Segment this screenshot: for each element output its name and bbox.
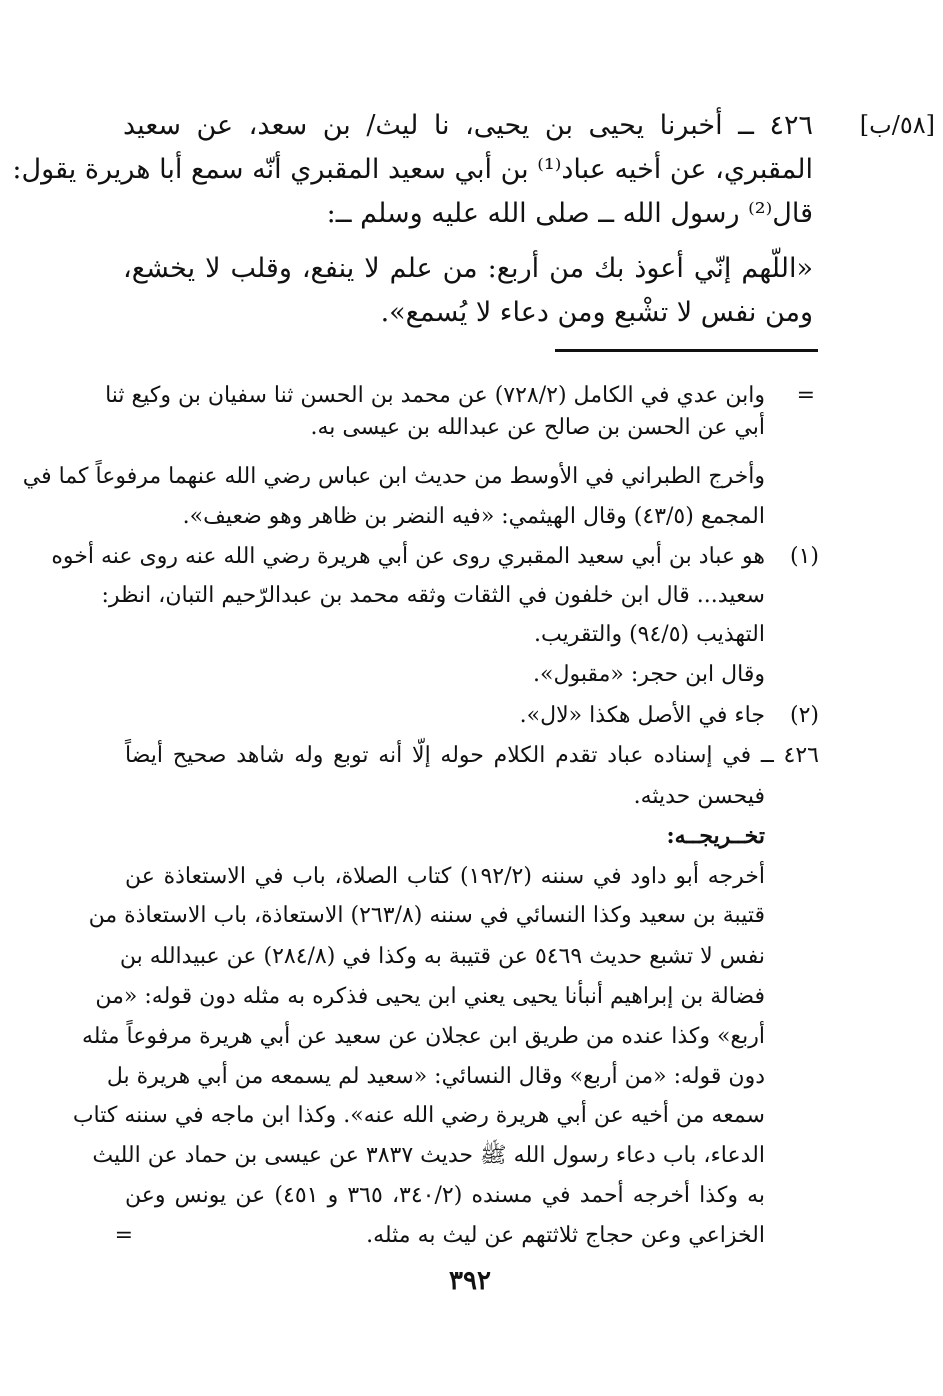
footnote-2-line: جاء في الأصل هكذا «لال». <box>519 703 765 728</box>
takhrij-line: أخرجه أبو داود في سننه (١٩٢/٢) كتاب الصلاة، باب في الاستعاذة عن <box>125 864 765 889</box>
footnote-1-marker: (١) <box>789 544 819 569</box>
takhrij-line: سمعه من أخيه عن أبي هريرة رضي الله عنه». وكذا ابن ماجه في سننه كتاب <box>72 1103 765 1128</box>
takhrij-line: الدعاء، باب دعاء رسول الله ﷺ حديث ٣٨٣٧ عن عيسى بن حماد عن الليث <box>92 1143 765 1168</box>
main-text-line: «اللّهم إنّي أعوذ بك من أربع: من علم لا ينفع، وقلب لا يخشع، <box>123 253 813 284</box>
main-text-line: ومن نفس لا تشْبع ومن دعاء لا يُسمع». <box>380 297 813 328</box>
footnote-line: وابن عدي في الكامل (٧٢٨/٢) عن محمد بن الحسن ثنا سفيان بن وكيع ثنا <box>105 383 765 408</box>
continuation-end-marker: = <box>114 1223 133 1248</box>
takhrij-line: فضالة بن إبراهيم أنبأنا يحيى يعني ابن يحيى فذكره به مثله دون قوله: «من <box>95 984 765 1009</box>
footnote-line: وأخرج الطبراني في الأوسط من حديث ابن عباس رضي الله عنهما مرفوعاً كما في <box>22 464 765 489</box>
commentary-line: فيحسن حديثه. <box>633 784 765 809</box>
takhrij-heading: تخــريجــه: <box>666 823 765 849</box>
takhrij-line: به وكذا أخرجه أحمد في مسنده (٣٤٠/٢، ٣٦٥ و ٤٥١) عن يونس وعن <box>125 1183 765 1208</box>
footnote-separator <box>555 349 818 352</box>
takhrij-line: دون قوله: «من أربع» وقال النسائي: «سعيد لم يسمعه من أبي هريرة بل <box>106 1064 765 1089</box>
main-text-line: قال⁽²⁾ رسول الله ــ صلى الله عليه وسلم ــ: <box>326 198 813 229</box>
footnote-1-line: هو عباد بن أبي سعيد المقبري روى عن أبي هريرة رضي الله عنه روى عنه أخوه <box>51 544 765 569</box>
takhrij-line: نفس لا تشبع حديث ٥٤٦٩ عن قتيبة به وكذا في (٢٨٤/٨) عن عبيدالله بن <box>119 944 765 969</box>
takhrij-line: أربع» وكذا عنده من طريق ابن عجلان عن سعيد عن أبي هريرة مرفوعاً مثله <box>82 1024 765 1049</box>
footnote-1-line: التهذيب (٩٤/٥) والتقريب. <box>534 622 765 647</box>
footnote-1-line: سعيد... قال ابن خلفون في الثقات وثقه محمد بن عبدالرّحيم التبان، انظر: <box>101 583 765 608</box>
takhrij-line: الخزاعي وعن حجاج ثلاثتهم عن ليث به مثله. <box>366 1223 765 1248</box>
footnote-2-marker: (٢) <box>789 703 819 728</box>
footnote-1-line: وقال ابن حجر: «مقبول». <box>533 662 765 687</box>
continuation-marker: = <box>796 383 815 408</box>
footnote-line: المجمع (٤٣/٥) وقال الهيثمي: «فيه النضر بن ظاهر وهو ضعيف». <box>182 504 765 529</box>
takhrij-line: قتيبة بن سعيد وكذا النسائي في سننه (٢٦٣/٨) الاستعاذة، باب الاستعاذة من <box>88 903 765 928</box>
commentary-line: ٤٢٦ ــ في إسناده عباد تقدم الكلام حوله إلّا أنه توبع وله شاهد صحيح أيضاً <box>125 743 819 768</box>
footnote-line: أبي عن الحسن بن صالح عن عبدالله بن عيسى به. <box>310 415 765 440</box>
page-number: ٣٩٢ <box>449 1266 491 1296</box>
main-text-line: ٤٢٦ ــ أخبرنا يحيى بن يحيى، نا ليث/ بن سعد، عن سعيد <box>123 110 813 141</box>
margin-folio-reference: [٥٨/ب] <box>859 111 935 139</box>
main-text-line: المقبري، عن أخيه عباد⁽¹⁾ بن أبي سعيد المقبري أنّه سمع أبا هريرة يقول: <box>12 154 813 185</box>
